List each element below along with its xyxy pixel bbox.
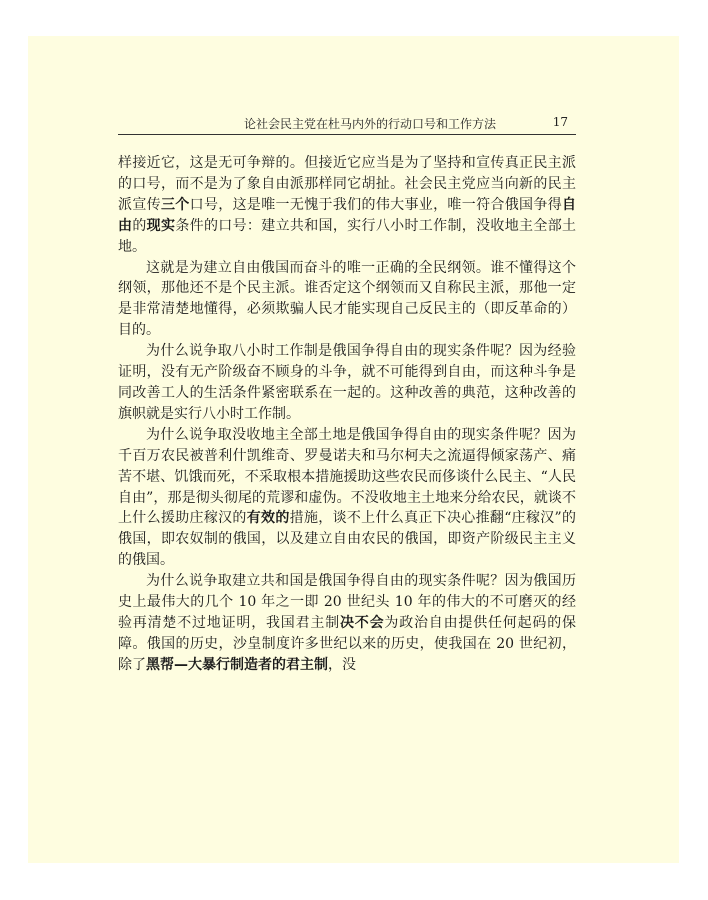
paragraph-text: 为什么说争取建立共和国是俄国争得自由的现实条件呢？因为俄国历史上最伟大的几个 10 年之一即 20 世纪头 10 年的伟大的不可磨灭的经验再清楚不过地证明，我国君主制	[118, 573, 576, 631]
paragraph-text: 为什么说争取八小时工作制是俄国争得自由的现实条件呢？因为经验证明，没有无产阶级奋不顾身的斗争，就不可能得到自由，而这种斗争是同改善工人的生活条件紧密联系在一起的。这种改善的典范，这种改善的旗帜就是实行八小时工作制。	[118, 343, 576, 422]
emphasized-text: 三个	[160, 196, 190, 213]
emphasized-text: 现实	[146, 217, 176, 234]
paragraph	[118, 258, 576, 342]
emphasized-text: 有效的	[246, 510, 290, 527]
paragraph	[118, 571, 576, 676]
running-header	[118, 112, 576, 135]
chapter-title: 论社会民主党在杜马内外的行动口号和工作方法	[244, 117, 497, 131]
paragraph	[118, 425, 576, 571]
emphasized-text: 黑帮—大暴行制造者的君主制	[146, 656, 328, 673]
page-number: 17	[552, 115, 568, 129]
paragraph-text: 为什么说争取没收地主全部土地是俄国争得自由的现实条件呢？因为千百万农民被普利什凯维奇、罗曼诺夫和马尔柯夫之流逼得倾家荡产、痛苦不堪、饥饿而死，不采取根本措施援助这些农民而侈谈什么民主、“人民自由”，那是彻头彻尾的荒谬和虚伪。不没收地主土地来分给农民，就谈不上什么援助庄稼汉的	[118, 426, 576, 527]
paragraph-text: 为政治自由提供任何起码的保障。俄国的历史，沙皇制度许多世纪以来的历史，使我国在 20 世纪初，除了	[118, 614, 577, 673]
emphasized-text: 决不会	[340, 614, 385, 631]
paragraph-text: 这就是为建立自由俄国而奋斗的唯一正确的全民纲领。谁不懂得这个纲领，那他还不是个民主派。谁否定这个纲领而又自称民主派，那他一定是非常清楚地懂得，必须欺骗人民才能实现自己反民主的（即反革命的）目的。	[118, 259, 576, 339]
paragraph-text: 的	[132, 217, 147, 234]
emphasized-text: 自由	[118, 196, 577, 234]
paragraph-text: ，没	[328, 656, 356, 673]
paragraph-text: 样接近它，这是无可争辩的。但接近它应当是为了坚持和宣传真正民主派的口号，而不是为了象自由派那样同它胡扯。社会民主党应当向新的民主派宣传	[118, 155, 576, 213]
paragraph	[118, 341, 576, 425]
paragraph-text: 口号，这是唯一无愧于我们的伟大事业，唯一符合俄国争得	[189, 196, 563, 213]
paragraph	[118, 153, 576, 258]
body-text	[118, 153, 576, 676]
paragraph-text: 措施，谈不上什么真正下决心推翻“庄稼汉”的俄国，即农奴制的俄国，以及建立自由农民的俄国，即资产阶级民主主义的俄国。	[118, 510, 577, 569]
paragraph-text: 条件的口号：建立共和国，实行八小时工作制，没收地主全部土地。	[118, 217, 577, 255]
